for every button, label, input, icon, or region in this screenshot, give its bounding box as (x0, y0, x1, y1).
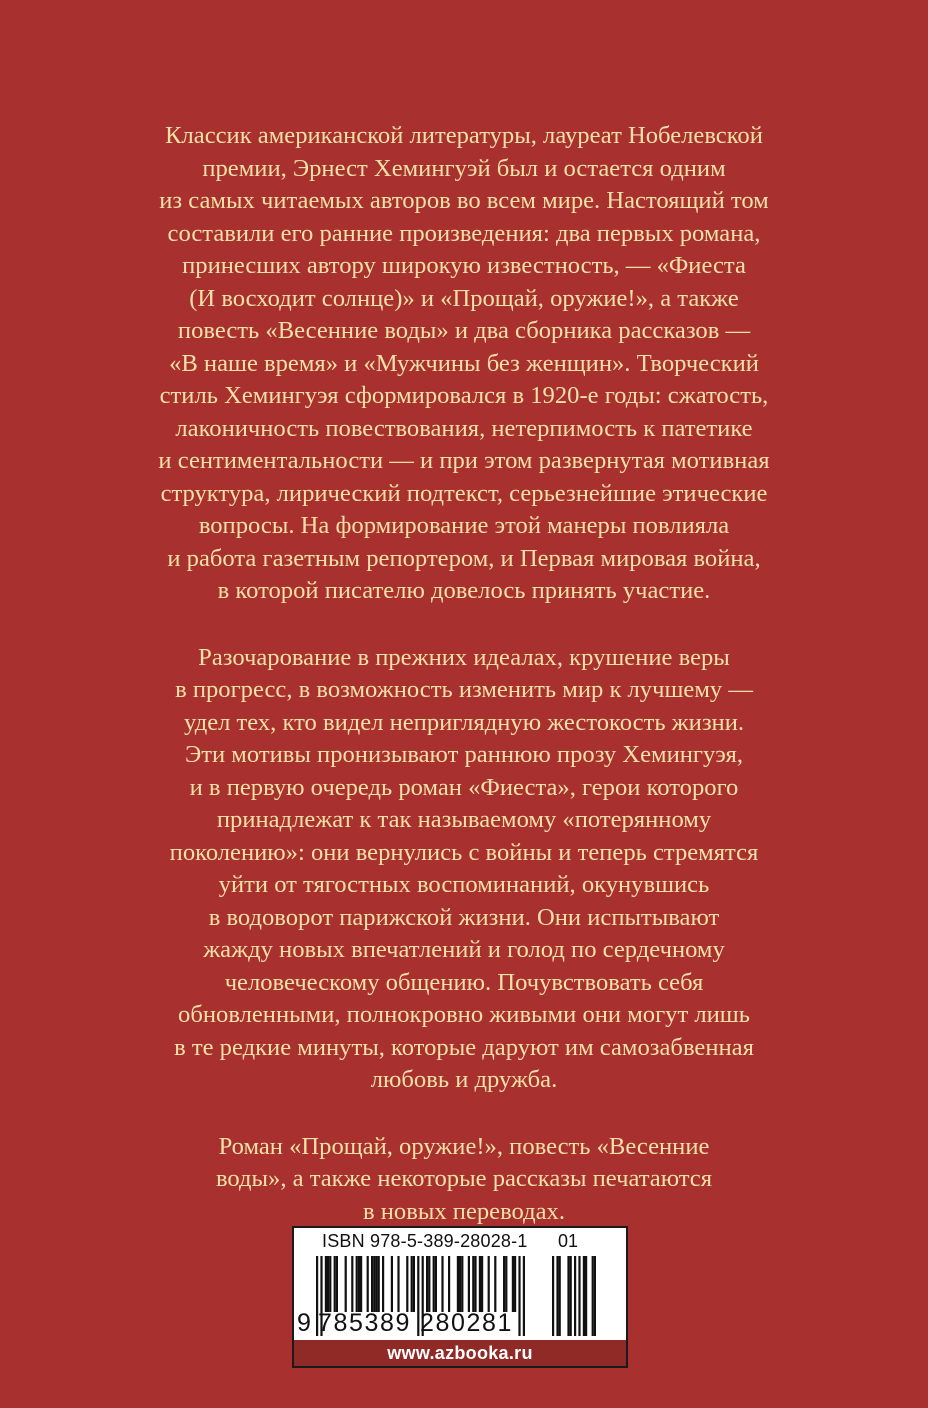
text-line: в водоворот парижской жизни. Они испытывают (208, 903, 720, 931)
barcode-bar (514, 1256, 516, 1312)
barcode-bar (373, 1256, 375, 1312)
barcode-bar (351, 1256, 353, 1312)
text-line: любовь и дружба. (370, 1066, 558, 1093)
barcode-bar (406, 1256, 408, 1312)
text-line: в те редкие минуты, которые даруют им самозабвенная (174, 1033, 754, 1061)
barcode-bar (441, 1256, 443, 1312)
text-line: обновленными, полнокровно живыми они могут лишь (178, 1001, 750, 1028)
text-line: уйти от тягостных воспоминаний, окунувшись (218, 871, 710, 898)
text-line: воды», а также некоторые рассказы печатаются (215, 1165, 713, 1192)
text-line: принесших автору широкую известность, — «Фиеста (182, 252, 746, 279)
publisher-website: www.azbooka.ru (294, 1340, 626, 1366)
text-line: поколению»: они вернулись с войны и теперь стремятся (169, 838, 759, 866)
text-line: (И восходит солнце)» и «Прощай, оружие!», а также (189, 284, 739, 312)
text-line: повесть «Весенние воды» и два сборника рассказов — (177, 317, 751, 344)
text-line: принадлежат к так называемому «потерянному (216, 806, 712, 833)
barcode-bar (367, 1256, 369, 1312)
ean-first-digit: 9 (297, 1309, 311, 1337)
addon-bar (578, 1256, 580, 1336)
barcode-bar (479, 1256, 481, 1312)
text-line: структура, лирический подтекст, серьезнейшие этические (160, 479, 768, 507)
text-line: в которой писателю довелось принять участие. (217, 577, 711, 604)
text-line: из самых читаемых авторов во всем мире. Настоящий том (159, 187, 769, 214)
barcode-bar (428, 1256, 430, 1312)
addon-bar (574, 1256, 576, 1336)
addon-bar (570, 1256, 572, 1336)
addon-bar (556, 1256, 558, 1336)
ean-right-group: 280281 (420, 1309, 514, 1337)
barcode-bar (382, 1256, 384, 1312)
text-line: жажду новых впечатлений и голод по сердечному (203, 936, 725, 963)
barcode-bar (371, 1256, 373, 1312)
text-line: лаконичность повествования, нетерпимость к патетике (175, 414, 753, 442)
barcode-bar (334, 1256, 336, 1312)
description-paragraph-1 (60, 120, 868, 608)
barcode-bar (448, 1256, 450, 1312)
barcode-bar (413, 1256, 415, 1312)
barcode-bar (512, 1256, 514, 1312)
barcode-bar (461, 1256, 463, 1312)
back-cover-description (60, 120, 868, 1228)
barcode-bar (503, 1256, 505, 1312)
barcode-bar (397, 1256, 399, 1312)
text-line: Классик американской литературы, лауреат Нобелевской (165, 122, 763, 149)
ean-left-group: 785389 (318, 1309, 412, 1337)
addon-bar (583, 1256, 585, 1336)
text-line: вопросы. На формирование этой манеры повлияла (198, 512, 730, 539)
text-line: и работа газетным репортером, и Первая мировая война, (167, 544, 761, 572)
barcode-bar (378, 1256, 380, 1312)
barcode-bar (472, 1256, 474, 1312)
barcode-bar (358, 1256, 360, 1312)
barcode-bar (481, 1256, 483, 1312)
barcode-bar (411, 1256, 413, 1312)
barcode-bar (468, 1256, 470, 1312)
barcode-bar (325, 1256, 327, 1312)
text-line: составили его ранние произведения: два первых романа, (167, 219, 761, 247)
barcode-bar (459, 1256, 461, 1312)
barcode-bar (474, 1256, 476, 1312)
isbn-row (300, 1231, 622, 1253)
text-line: и в первую очередь роман «Фиеста», герои которого (189, 773, 739, 801)
barcode-bar (488, 1256, 490, 1312)
text-line: Эти мотивы пронизывают раннюю прозу Хемингуэя, (185, 741, 743, 768)
barcode-bar (336, 1256, 338, 1312)
barcode-bar (329, 1256, 331, 1312)
barcode-bar (433, 1256, 435, 1312)
addon-bar (585, 1256, 587, 1336)
text-line: в новых переводах. (363, 1197, 565, 1225)
text-line: человеческому общению. Почувствовать себя (224, 968, 704, 996)
barcode-bar (391, 1256, 393, 1312)
barcode-bar (375, 1256, 377, 1312)
barcode-block (292, 1226, 628, 1368)
barcode-bar (356, 1256, 358, 1312)
barcode-bar (505, 1256, 507, 1312)
isbn-number: ISBN 978-5-389-28028-1 (322, 1231, 528, 1251)
text-line: премии, Эрнест Хемингуэй был и остается одним (202, 154, 726, 182)
text-line: в прогресс, в возможность изменить мир к лучшему — (175, 676, 753, 703)
text-line: удел тех, кто видел неприглядную жестокость жизни. (183, 708, 745, 736)
description-paragraph-3 (60, 1131, 868, 1229)
text-line: «В наше время» и «Мужчины без женщин». Творческий (169, 349, 759, 377)
addon-bar (594, 1256, 596, 1336)
barcode-bar (457, 1256, 459, 1312)
barcode-bar (345, 1256, 347, 1312)
barcode-addon-code: 01 (558, 1231, 579, 1251)
addon-bar (559, 1256, 561, 1336)
barcode-bar (494, 1256, 496, 1312)
addon-bar (592, 1256, 594, 1336)
text-line: стиль Хемингуэя сформировался в 1920-е годы: сжатость, (159, 382, 769, 409)
ean-digits (294, 1309, 534, 1339)
text-line: и сентиментальности — и при этом развернутая мотивная (158, 447, 770, 474)
addon-bar (552, 1256, 554, 1336)
addon-bar (567, 1256, 569, 1336)
barcode-bar (435, 1256, 437, 1312)
barcode-bar (360, 1256, 362, 1312)
barcode-bar (327, 1256, 329, 1312)
text-line: Разочарование в прежних идеалах, крушение веры (198, 643, 730, 671)
text-line: Роман «Прощай, оружие!», повесть «Весенние (218, 1132, 710, 1160)
description-paragraph-2 (60, 642, 868, 1097)
barcode-bar (426, 1256, 428, 1312)
